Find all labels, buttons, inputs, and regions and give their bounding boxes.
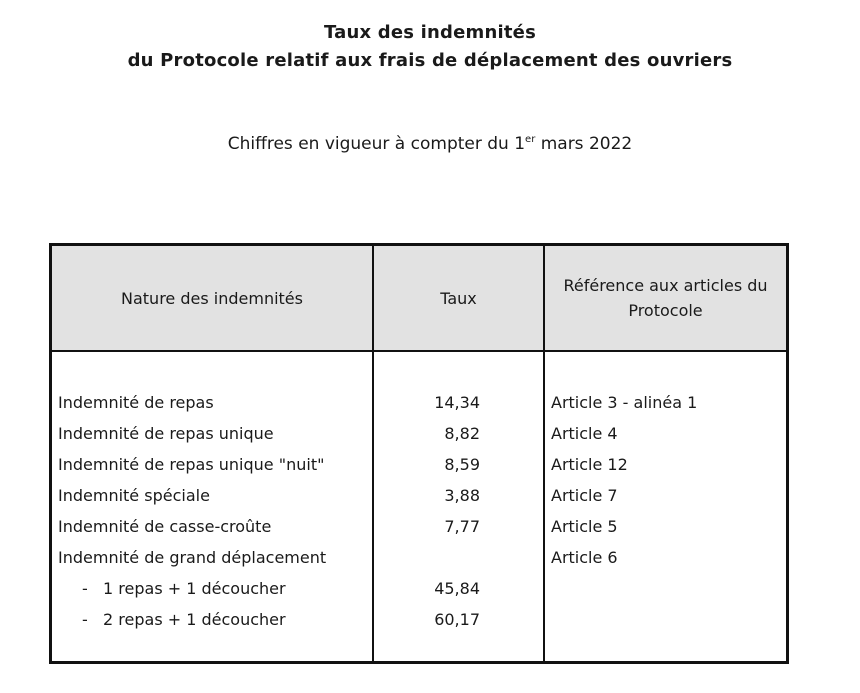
row-value: 45,84	[434, 579, 480, 598]
subtitle-suffix: mars 2022	[535, 134, 633, 154]
row-label: - 1 repas + 1 découcher	[82, 579, 286, 598]
row-label: Indemnité de repas unique "nuit"	[58, 455, 325, 474]
table-row	[52, 604, 786, 635]
row-value: 8,82	[444, 424, 480, 443]
row-label: - 2 repas + 1 découcher	[82, 610, 286, 629]
table-row	[52, 511, 786, 542]
table-row	[52, 418, 786, 449]
header-reference	[545, 246, 786, 350]
header-reference-label: Référence aux articles du Protocole	[563, 276, 768, 320]
row-reference: Article 12	[551, 455, 628, 474]
row-value: 14,34	[434, 393, 480, 412]
table-row	[52, 387, 786, 418]
row-value: 7,77	[444, 517, 480, 536]
row-label: Indemnité de grand déplacement	[58, 548, 327, 567]
effective-date-subtitle	[0, 134, 860, 154]
document-title: Taux des indemnités	[323, 22, 536, 43]
row-reference: Article 7	[551, 486, 618, 505]
subtitle-prefix: Chiffres en vigueur à compter du 1	[227, 134, 526, 154]
row-label: Indemnité spéciale	[58, 486, 210, 505]
header-taux: Taux	[440, 288, 477, 308]
row-reference: Article 4	[551, 424, 618, 443]
table-row	[52, 542, 786, 573]
subtitle-ordinal: er	[525, 134, 536, 145]
row-value: 8,59	[444, 455, 480, 474]
row-label: Indemnité de casse-croûte	[58, 517, 272, 536]
row-value: 60,17	[434, 610, 480, 629]
header-nature: Nature des indemnités	[121, 288, 303, 308]
row-label: Indemnité de repas	[58, 393, 214, 412]
row-reference: Article 6	[551, 548, 618, 567]
table-row	[52, 573, 786, 604]
row-reference: Article 5	[551, 517, 618, 536]
document-title-line2: du Protocole relatif aux frais de déplacement des ouvriers	[127, 50, 733, 71]
table-row	[52, 480, 786, 511]
row-label: Indemnité de repas unique	[58, 424, 274, 443]
row-value: 3,88	[444, 486, 480, 505]
indemnity-rates-table	[49, 243, 789, 664]
row-reference: Article 3 - alinéa 1	[551, 393, 698, 412]
table-row	[52, 449, 786, 480]
